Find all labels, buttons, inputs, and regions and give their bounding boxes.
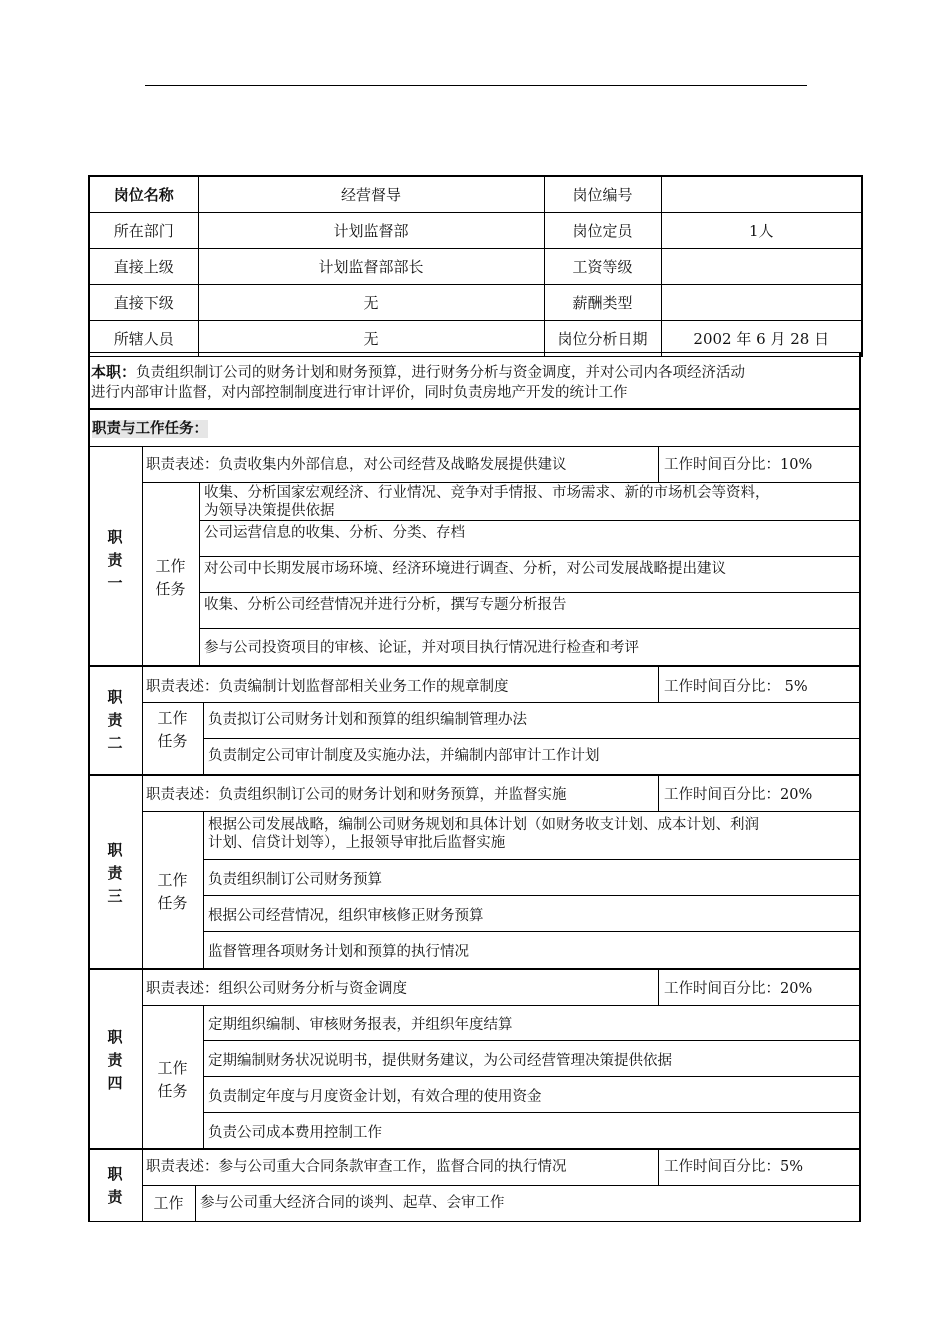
duty-3-desc: 职责表述：负责组织制订公司的财务计划和财务预算，并监督实施	[146, 787, 567, 803]
field-value	[661, 176, 862, 213]
duty-2-task-1: 负责拟订公司财务计划和预算的组织编制管理办法	[208, 712, 527, 728]
field-value: 2002 年 6 月 28 日	[661, 321, 862, 357]
duty-2-task-2: 负责制定公司审计制度及实施办法，并编制内部审计工作计划	[208, 748, 600, 764]
duty-4-label: 职 责 四	[107, 1028, 123, 1092]
field-value	[661, 249, 862, 285]
table-row	[89, 285, 862, 321]
field-value: 无	[198, 285, 544, 321]
duty-1-task-label: 工作 任务	[155, 557, 186, 598]
job-summary-line1: 负责组织制订公司的财务计划和财务预算，进行财务分析与资金调度，并对公司内各项经济活动	[136, 365, 746, 381]
duty-4-pct: 工作时间百分比：20%	[664, 981, 813, 997]
duty-2-label: 职 责 二	[107, 688, 123, 752]
field-value: 1人	[661, 213, 862, 249]
duty-2-desc: 职责表述：负责编制计划监督部相关业务工作的规章制度	[146, 679, 509, 695]
table-row	[89, 213, 862, 249]
duty-3-task-3: 根据公司经营情况，组织审核修正财务预算	[208, 908, 484, 924]
duties-section-header	[88, 409, 861, 447]
header-rule	[145, 85, 807, 86]
field-value: 经营督导	[198, 176, 544, 213]
duty-3-task-1: 根据公司发展战略，编制公司财务规划和具体计划（如财务收支计划、成本计划、利润 计划、信贷计划等），上报领导审批后监督实施	[208, 817, 759, 851]
duty-4-task-3: 负责制定年度与月度资金计划，有效合理的使用资金	[208, 1089, 542, 1105]
field-label: 直接下级	[89, 285, 198, 321]
duty-5-task-1: 参与公司重大经济合同的谈判、起草、会审工作	[200, 1195, 505, 1211]
position-info-table	[88, 175, 863, 357]
duty-2-task-label: 工作 任务	[157, 709, 188, 750]
job-summary-line2: 进行内部审计监督，对内部控制制度进行审计评价，同时负责房地产开发的统计工作	[91, 385, 628, 401]
field-label: 岗位分析日期	[544, 321, 661, 357]
duty-3-task-label: 工作 任务	[157, 871, 188, 912]
duty-4-desc: 职责表述：组织公司财务分析与资金调度	[146, 981, 407, 997]
duty-1-task-4: 收集、分析公司经营情况并进行分析，撰写专题分析报告	[204, 597, 567, 613]
duty-4-task-label: 工作 任务	[157, 1059, 188, 1100]
duty-3-task-4: 监督管理各项财务计划和预算的执行情况	[208, 944, 469, 960]
duty-4-task-2: 定期编制财务状况说明书，提供财务建议，为公司经营管理决策提供依据	[208, 1053, 672, 1069]
field-label: 岗位名称	[89, 176, 198, 213]
job-summary-box	[88, 352, 861, 410]
duty-1-task-2: 公司运营信息的收集、分析、分类、存档	[204, 525, 465, 541]
field-label: 工资等级	[544, 249, 661, 285]
field-value	[661, 285, 862, 321]
duty-5-desc: 职责表述：参与公司重大合同条款审查工作，监督合同的执行情况	[146, 1159, 567, 1175]
duty-2-pct: 工作时间百分比： 5%	[664, 679, 808, 695]
duty-5-label: 职 责	[107, 1165, 123, 1206]
duty-1-pct: 工作时间百分比：10%	[664, 457, 813, 473]
section-title: 职责与工作任务：	[92, 421, 208, 437]
duty-3-pct: 工作时间百分比：20%	[664, 787, 813, 803]
duty-1-task-5: 参与公司投资项目的审核、论证，并对项目执行情况进行检查和考评	[204, 640, 639, 656]
duty-4-task-4: 负责公司成本费用控制工作	[208, 1125, 382, 1141]
duty-3-label: 职 责 三	[107, 841, 123, 905]
table-row	[89, 249, 862, 285]
table-row	[89, 176, 862, 213]
duty-1-desc: 职责表述：负责收集内外部信息，对公司经营及战略发展提供建议	[146, 457, 567, 473]
field-value: 计划监督部	[198, 213, 544, 249]
duty-1-task-1: 收集、分析国家宏观经济、行业情况、竞争对手情报、市场需求、新的市场机会等资料， 为领导决策提供依据	[204, 485, 770, 519]
job-summary-label: 本职：	[91, 363, 137, 381]
duty-4-task-1: 定期组织编制、审核财务报表，并组织年度结算	[208, 1017, 513, 1033]
duty-5-task-label: 工作	[153, 1194, 184, 1212]
field-value: 无	[198, 321, 544, 357]
duty-3-task-2: 负责组织制订公司财务预算	[208, 872, 382, 888]
field-label: 岗位编号	[544, 176, 661, 213]
field-label: 所辖人员	[89, 321, 198, 357]
field-label: 直接上级	[89, 249, 198, 285]
duty-1-label: 职 责 一	[107, 528, 123, 592]
field-value: 计划监督部部长	[198, 249, 544, 285]
field-label: 薪酬类型	[544, 285, 661, 321]
field-label: 所在部门	[89, 213, 198, 249]
duty-5-pct: 工作时间百分比：5%	[664, 1159, 804, 1175]
field-label: 岗位定员	[544, 213, 661, 249]
duty-1-task-3: 对公司中长期发展市场环境、经济环境进行调查、分析，对公司发展战略提出建议	[204, 561, 726, 577]
